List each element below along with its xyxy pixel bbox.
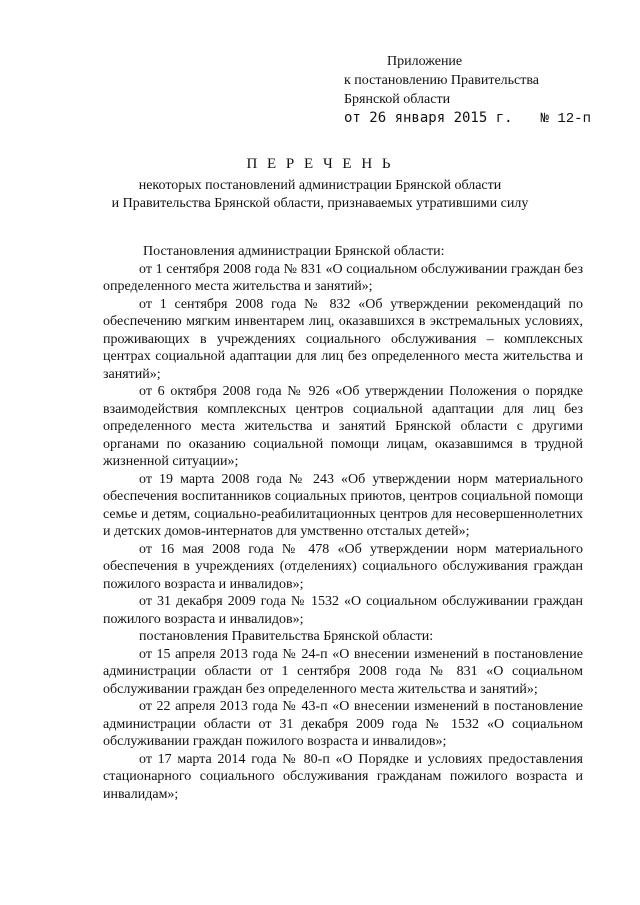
appendix-number: № 12-п [540, 111, 591, 127]
appendix-line-resolution: к постановлению Правительства [344, 73, 540, 88]
section-heading-administration: Постановления администрации Брянской области: [143, 244, 445, 259]
subtitle-line-1: некоторых постановлений администрации Брянской области [138, 178, 502, 193]
list-item: от 1 сентября 2008 года № 832 «Об утверждении рекомендаций по обеспечению мягким инвентарем лиц, оказавшихся в экстремальных условиях, проживающих в учреждениях социального обслуживания – комплексных центрах социальной адаптации для лиц без определенного места жительства и занятий»; [103, 296, 583, 382]
appendix-header [344, 52, 591, 129]
appendix-date-line [344, 109, 591, 129]
list-item: от 1 сентября 2008 года № 831 «О социальном обслуживании граждан без определенного места жительства и занятий»; [103, 261, 583, 294]
list-item: от 19 марта 2008 года № 243 «Об утверждении норм материального обеспечения воспитанников социальных приютов, центров социальной помощи семье и детям, социально-реабилитационных центров для несовершеннолетних и детских домов-интернатов для умственно отсталых детей»; [103, 471, 583, 539]
list-item: от 22 апреля 2013 года № 43-п «О внесении изменений в постановление администрации области от 31 декабря 2009 года № 1532 «О социальном обслуживании граждан пожилого возраста и инвалидов»; [103, 699, 583, 749]
section-heading-government: постановления Правительства Брянской области: [139, 629, 434, 644]
document-title: П Е Р Е Ч Е Н Ь [246, 156, 394, 172]
list-item: от 15 апреля 2013 года № 24-п «О внесении изменений в постановление администрации области от 1 сентября 2008 года № 831 «О социальном обслуживании граждан без определенного места жительства и занятий»; [103, 646, 583, 697]
appendix-date: от 26 января 2015 г. [344, 110, 513, 126]
document-body [103, 243, 583, 803]
subtitle-line-2: и Правительства Брянской области, признаваемых утратившими силу [111, 196, 529, 211]
appendix-line-region: Брянской области [344, 92, 451, 107]
appendix-label: Приложение [387, 54, 463, 69]
list-item: от 16 мая 2008 года № 478 «Об утверждении норм материального обеспечения в учреждениях (отделениях) социального обслуживания граждан пожилого возраста и инвалидов»; [103, 541, 583, 592]
list-item: от 17 марта 2014 года № 80-п «О Порядке и условиях предоставления стационарного социального обслуживания гражданам пожилого возраста и инвалидам»; [103, 751, 583, 802]
list-item: от 6 октября 2008 года № 926 «Об утверждении Положения о порядке взаимодействия комплексных центров социальной адаптации для лиц без определенного места жительства и занятий Брянской области с другими органами по оказанию социальной помощи лицам, оказавшимся в трудной жизненной ситуации»; [103, 384, 583, 469]
list-item: от 31 декабря 2009 года № 1532 «О социальном обслуживании граждан пожилого возраста и инвалидов»; [103, 594, 583, 627]
document-subtitle [0, 177, 640, 213]
